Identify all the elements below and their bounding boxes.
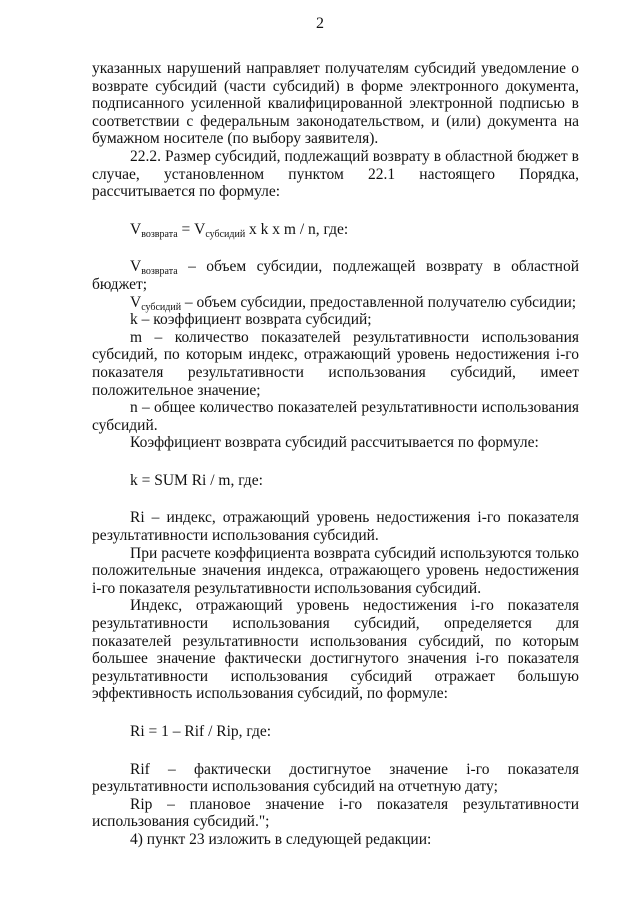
formula-k: k = SUM Ri / m, где:	[130, 471, 263, 489]
paragraph-positive-values: При расчете коэффициента возврата субсидий используются только положительные значения индекса, отражающего уровень недостижения i-го показателя результативности использования субсидий.	[92, 544, 579, 597]
paragraph-22-2: 22.2. Размер субсидий, подлежащий возврату в областной бюджет в случае, установленном пунктом 22.1 настоящего Порядка, рассчитывается по формуле:	[92, 147, 579, 201]
formula-ri: Ri = 1 – Rif / Rip, где:	[130, 723, 272, 740]
definition-ri: Ri – индекс, отражающий уровень недостижения i-го показателя результативности использования субсидий.	[92, 509, 579, 545]
definition-m: m – количество показателей результативности использования субсидий, по которым индекс, отражающий уровень недостижения i-го показателя результативности использования субсидий, имеет положительное значение;	[92, 328, 579, 399]
paragraph-index: Индекс, отражающий уровень недостижения i-го показателя результативности использования субсидий, определяется для показателей результативности использования субсидий, по которым большее значение фактически достигнутого значения i-го показателя результативности использования субсидий отражает большую эффективность использования субсидий, по формуле:	[92, 597, 579, 703]
definition-rip: Rip – плановое значение i-го показателя результативности использования субсидий.";	[92, 795, 579, 831]
page-number: 2	[316, 15, 324, 32]
definition-rif: Rif – фактически достигнутое значение i-го показателя результативности использования субсидий на отчетную дату;	[92, 760, 579, 796]
formula-volume: $V_{возврата} = V_{субсидий}$ x k x m / n, где:	[130, 220, 349, 240]
paragraph-coefficient: Коэффициент возврата субсидий рассчитывается по формуле:	[130, 434, 539, 452]
paragraph-item-4: 4) пункт 23 изложить в следующей редакции:	[130, 830, 432, 848]
definition-v-return: $V_{возврата}$ – объем субсидии, подлежащей возврату в областной бюджет;	[92, 258, 579, 293]
definition-n: n – общее количество показателей результативности использования субсидий.	[92, 399, 579, 434]
paragraph-notification: указанных нарушений направляет получателям субсидий уведомление о возврате субсидий (части субсидий) в форме электронного документа, подписанного усиленной квалифицированной электронной подписью в соответствии с федеральным законодательством, и (или) документа на бумажном носителе (по выбору заявителя).	[92, 60, 579, 148]
definition-v-subsidy: $V_{субсидий}$ – объем субсидии, предоставленной получателю субсидии;	[130, 293, 577, 313]
definition-k: k – коэффициент возврата субсидий;	[130, 311, 372, 329]
document-body	[92, 60, 579, 849]
